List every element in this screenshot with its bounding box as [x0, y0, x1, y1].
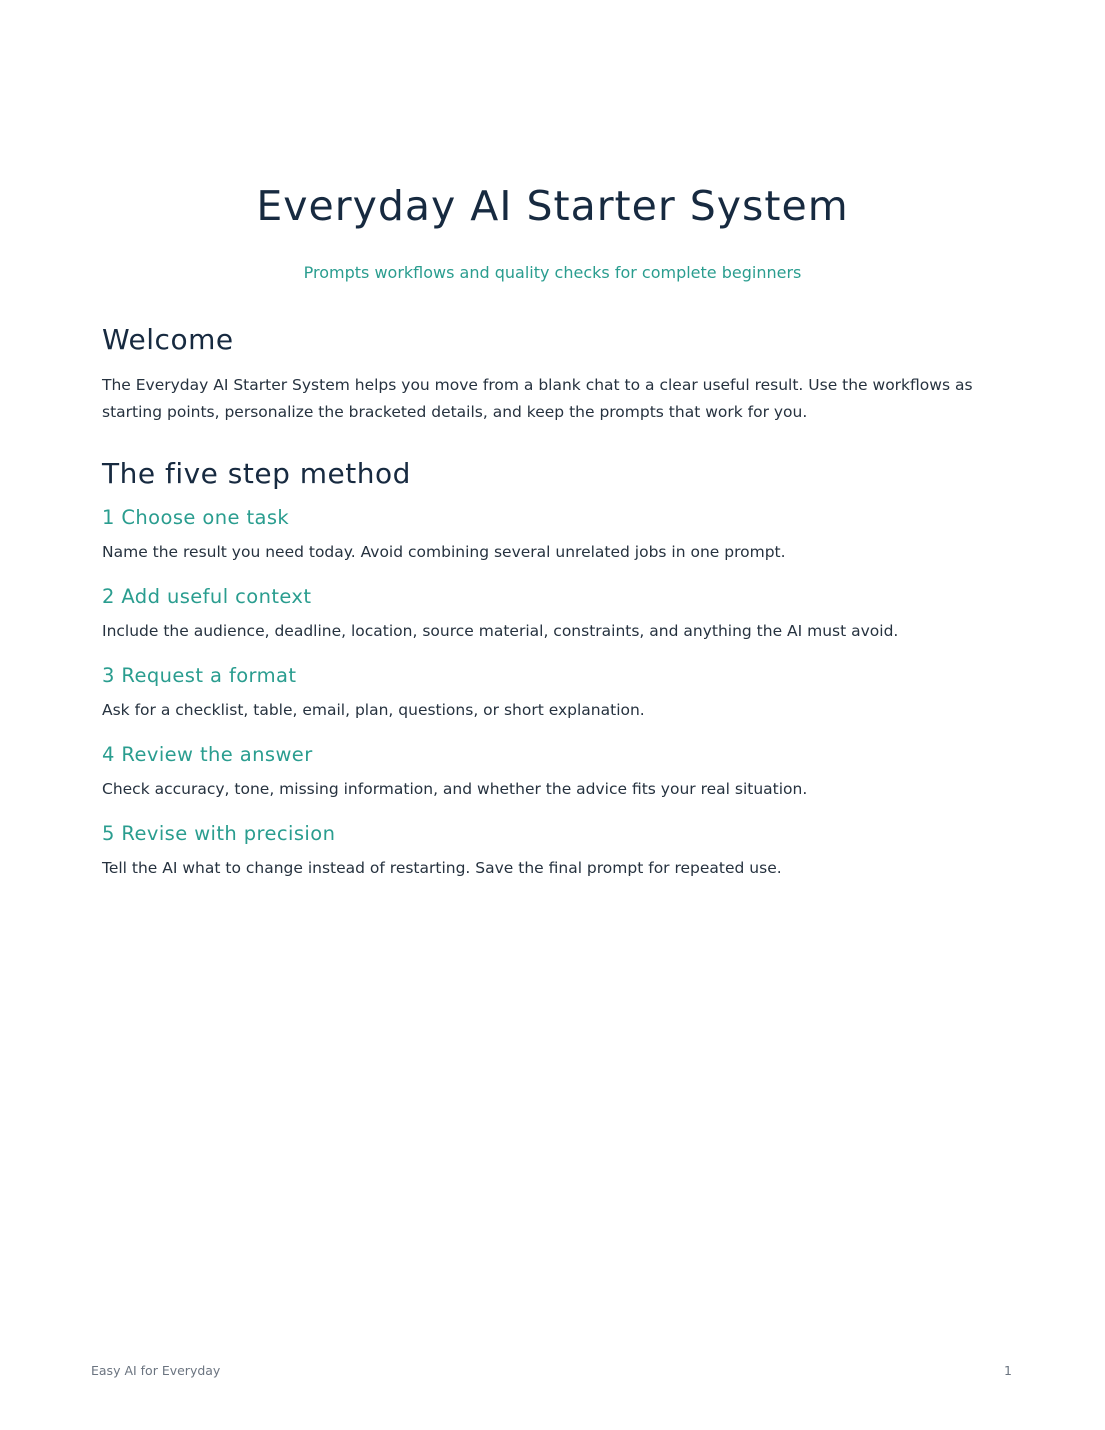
page-subtitle: Prompts workflows and quality checks for complete beginners: [303, 263, 802, 282]
step-title: 2 Add useful context: [102, 585, 312, 608]
step-title: 4 Review the answer: [102, 743, 313, 766]
step-description: Ask for a checklist, table, email, plan, questions, or short explanation.: [102, 701, 645, 719]
step-title: 1 Choose one task: [102, 506, 290, 529]
main-content: [102, 318, 1002, 880]
step-item: [102, 662, 1002, 722]
welcome-paragraph: The Everyday AI Starter System helps you move from a blank chat to a clear useful result. Use the workflows as starting points, personalize the bracketed details, and keep the prompts that work for you.: [102, 376, 973, 421]
step-description: Name the result you need today. Avoid combining several unrelated jobs in one prompt.: [102, 543, 786, 561]
step-description: Check accuracy, tone, missing information, and whether the advice fits your real situation.: [102, 780, 808, 798]
step-description: Include the audience, deadline, location, source material, constraints, and anything the AI must avoid.: [102, 622, 899, 640]
page-number: 1: [1004, 1363, 1012, 1378]
page-title: Everyday AI Starter System: [256, 182, 849, 230]
step-item: [102, 820, 1002, 880]
welcome-heading: Welcome: [102, 323, 234, 356]
step-item: [102, 741, 1002, 801]
footer-text: Easy AI for Everyday: [91, 1363, 221, 1378]
step-title: 3 Request a format: [102, 664, 297, 687]
step-title: 5 Revise with precision: [102, 822, 336, 845]
step-item: [102, 583, 1002, 643]
method-heading: The five step method: [102, 457, 411, 490]
step-description: Tell the AI what to change instead of restarting. Save the final prompt for repeated use.: [102, 859, 782, 877]
method-section: [102, 452, 1002, 880]
step-item: [102, 504, 1002, 564]
welcome-section: [102, 318, 1002, 426]
